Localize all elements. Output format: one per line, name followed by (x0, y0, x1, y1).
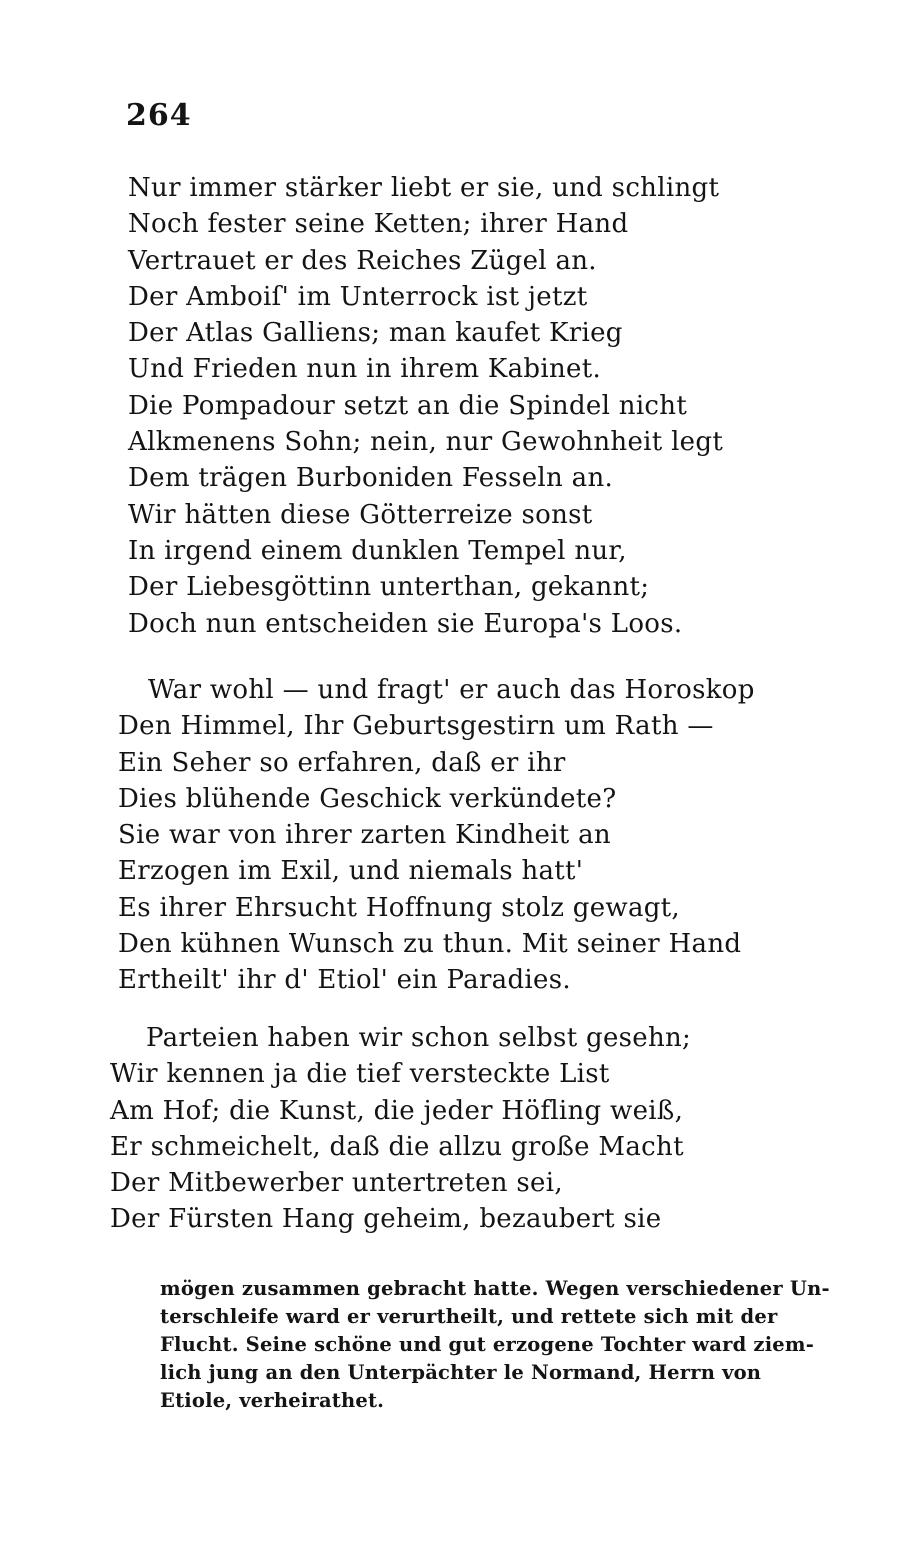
verse-line: Alkmenens Sohn; nein, nur Gewohnheit legt (128, 427, 724, 458)
verse-line: Doch nun entscheiden sie Europa's Loos. (128, 608, 683, 639)
verse-line: War wohl — und fragt' er auch das Horoskop (148, 675, 755, 705)
footnote-line: mögen zusammen gebracht hatte. Wegen verschiedener Un- (160, 1277, 830, 1300)
verse-line: Am Hof; die Kunst, die jeder Höfling weiß, (110, 1095, 684, 1126)
verse-line: Der Amboiſ' im Unterrock ist jetzt (128, 281, 588, 312)
verse-line: Wir kennen ja die tief versteckte List (110, 1059, 610, 1090)
verse-line: In irgend einem dunklen Tempel nur, (128, 535, 627, 566)
verse-line: Ertheilt' ihr d' Etiol' ein Paradies. (118, 965, 571, 996)
verse-line: Dem trägen Burboniden Fesseln an. (128, 463, 614, 494)
verse-line: Der Liebesgöttinn unterthan, gekannt; (128, 572, 650, 603)
verse-line: Nur immer stärker liebt er sie, und schlingt (128, 173, 720, 203)
verse-line: Er schmeichelt, daß die allzu große Macht (110, 1131, 684, 1162)
verse-line: Den Himmel, Ihr Geburtsgestirn um Rath — (118, 711, 714, 742)
verse-line: Sie war von ihrer zarten Kindheit an (118, 820, 611, 851)
verse-line: Vertrauet er des Reiches Zügel an. (128, 245, 597, 276)
verse-line: Der Fürsten Hang geheim, bezaubert sie (110, 1204, 662, 1235)
stanza-1 (128, 170, 723, 642)
verse-line: Ein Seher so erfahren, daß er ihr (118, 747, 566, 778)
verse-line: Den kühnen Wunsch zu thun. Mit seiner Hand (118, 929, 742, 960)
footnote-line: Etiole, verheirathet. (160, 1389, 385, 1412)
footnote-line: Flucht. Seine schöne und gut erzogene Tochter ward ziem- (160, 1333, 815, 1356)
verse-line: Der Mitbewerber untertreten sei, (110, 1168, 563, 1199)
verse-line: Es ihrer Ehrsucht Hoffnung stolz gewagt, (118, 892, 680, 923)
verse-line: Noch fester seine Ketten; ihrer Hand (128, 209, 629, 240)
verse-line: Die Pompadour setzt an die Spindel nicht (128, 390, 688, 421)
verse-line: Dies blühende Geschick verkündete? (118, 783, 617, 814)
verse-line: Der Atlas Galliens; man kaufet Krieg (128, 318, 623, 349)
stanza-3 (110, 1020, 691, 1238)
footnote-line: lich jung an den Unterpächter le Normand, Herrn von (160, 1361, 762, 1384)
verse-line: Parteien haben wir schon selbst gesehn; (146, 1023, 692, 1053)
verse-line: Und Frieden nun in ihrem Kabinet. (128, 354, 602, 385)
footnote (160, 1275, 830, 1415)
page-number: 264 (126, 98, 192, 133)
footnote-line: terschleife ward er verurtheilt, und rettete sich mit der (160, 1305, 778, 1328)
verse-line: Erzogen im Exil, und niemals hatt' (118, 856, 584, 887)
verse-line: Wir hätten diese Götterreize sonst (128, 499, 593, 530)
stanza-2 (118, 672, 755, 999)
